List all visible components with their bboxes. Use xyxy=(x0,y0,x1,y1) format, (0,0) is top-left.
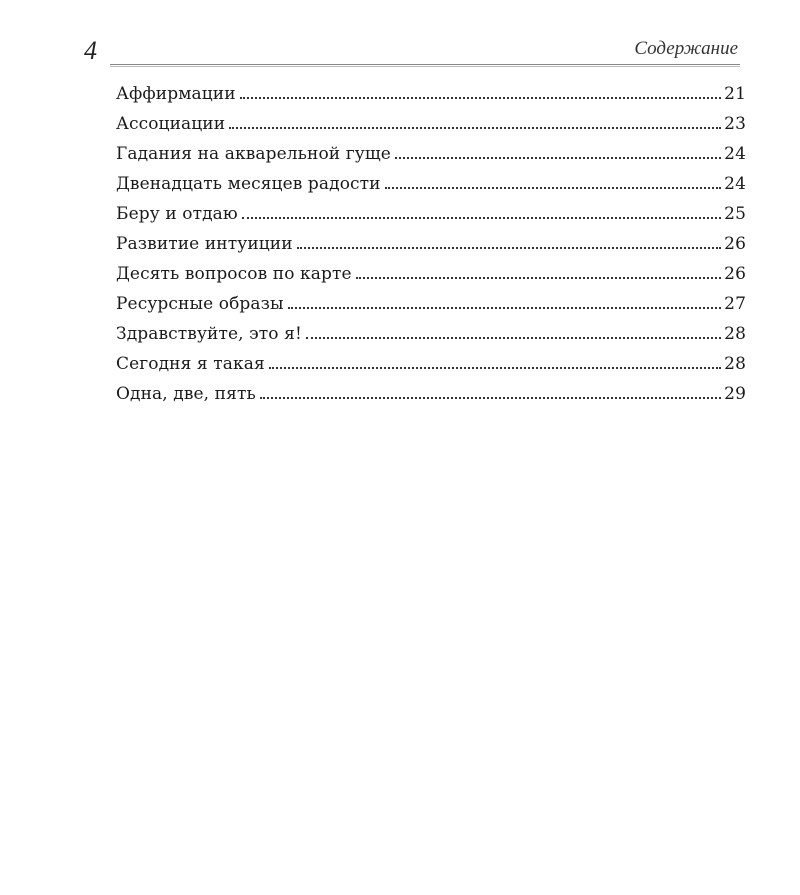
toc-entry-title: Здравствуйте, это я! xyxy=(116,324,302,344)
toc-dot-leader xyxy=(395,157,721,159)
toc-entry xyxy=(116,114,746,144)
toc-entry-page: 29 xyxy=(724,384,746,404)
header-rule xyxy=(110,64,740,65)
toc-entry-page: 23 xyxy=(724,114,746,134)
table-of-contents xyxy=(116,84,746,414)
toc-dot-leader xyxy=(242,217,721,219)
toc-dot-leader xyxy=(306,337,721,339)
toc-entry xyxy=(116,384,746,414)
toc-entry xyxy=(116,294,746,324)
toc-entry xyxy=(116,264,746,294)
toc-dot-leader xyxy=(288,307,722,309)
toc-entry-title: Аффирмации xyxy=(116,84,236,104)
toc-entry xyxy=(116,324,746,354)
toc-entry xyxy=(116,84,746,114)
toc-entry xyxy=(116,174,746,204)
toc-entry-page: 25 xyxy=(724,204,746,224)
toc-entry-page: 26 xyxy=(724,234,746,254)
toc-dot-leader xyxy=(356,277,722,279)
toc-entry-title: Десять вопросов по карте xyxy=(116,264,352,284)
toc-entry xyxy=(116,234,746,264)
toc-entry-page: 27 xyxy=(724,294,746,314)
toc-entry-title: Сегодня я такая xyxy=(116,354,265,374)
toc-entry-title: Двенадцать месяцев радости xyxy=(116,174,381,194)
toc-dot-leader xyxy=(269,367,721,369)
toc-entry-page: 21 xyxy=(724,84,746,104)
running-title: Содержание xyxy=(634,38,738,59)
toc-entry xyxy=(116,204,746,234)
toc-entry-page: 28 xyxy=(724,354,746,374)
toc-dot-leader xyxy=(229,127,721,129)
toc-dot-leader xyxy=(240,97,722,99)
toc-entry-title: Беру и отдаю xyxy=(116,204,238,224)
toc-entry-title: Ассоциации xyxy=(116,114,226,134)
toc-entry-title: Развитие интуиции xyxy=(116,234,293,254)
toc-dot-leader xyxy=(385,187,722,189)
toc-dot-leader xyxy=(260,397,721,399)
toc-entry-page: 24 xyxy=(724,174,746,194)
page-number: 4 xyxy=(84,36,97,65)
toc-entry-page: 26 xyxy=(724,264,746,284)
toc-entry-page: 28 xyxy=(724,324,746,344)
toc-entry-page: 24 xyxy=(724,144,746,164)
toc-entry-title: Одна, две, пять xyxy=(116,384,256,404)
toc-entry xyxy=(116,354,746,384)
toc-entry-title: Ресурсные образы xyxy=(116,294,284,314)
toc-entry xyxy=(116,144,746,174)
toc-dot-leader xyxy=(297,247,722,249)
toc-entry-title: Гадания на акварельной гуще xyxy=(116,144,391,164)
